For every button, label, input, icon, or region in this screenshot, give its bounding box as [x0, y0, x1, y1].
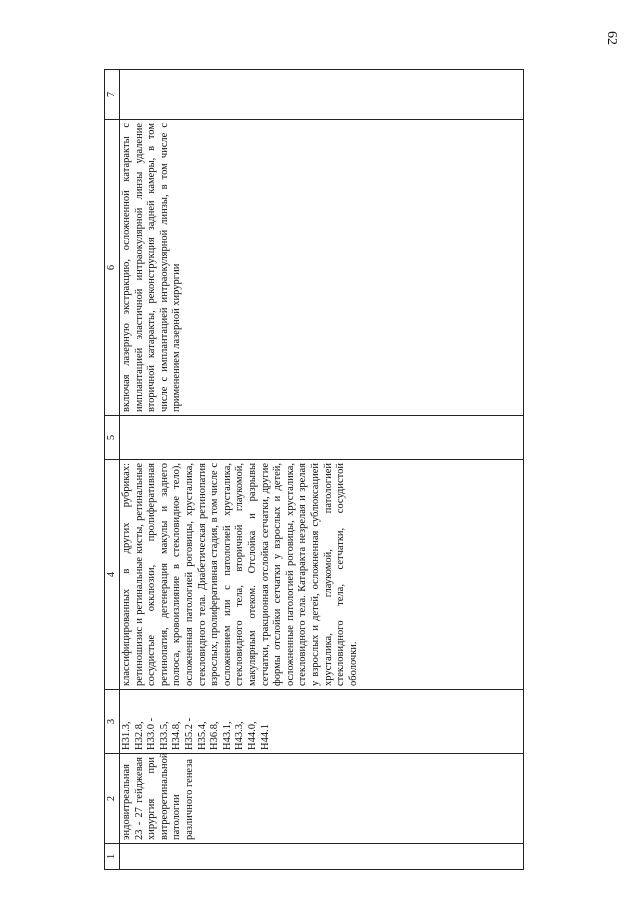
column-header: 4 [105, 460, 120, 690]
cell-cost [120, 70, 524, 120]
cell-method: включая лазерную экстракцию, осложненной катаракты с имплантацией эластичной интраокулярной линзы удаление вторичной катаракты, реконструкция задней камеры, в том числе с имплантацией интраокулярной линзы, в том числе с применением лазерной хирургии [120, 120, 524, 416]
column-header: 7 [105, 70, 120, 120]
column-header: 1 [105, 844, 120, 870]
cell-treatment-type [120, 416, 524, 460]
cell-diagnosis: классифицированных в других рубриках: ретиношизис и ретинальные кисты, ретинальные сосудистые окклюзии, пролиферативная ретинопатия, дегенерация макулы и заднего полюса, кровоизлияние в стекловидное тело), осложненная патологией роговицы, хрусталика, стекловидного тела. Диабетическая ретинопатия взрослых, пролиферативная стадия, в том числе с осложнением или с патологией хрусталика, стекловидного тела, вторичной глаукомой, макулярным отеком. Отслойка и разрывы сетчатки, тракционная отслойка сетчатки, другие формы отслойки сетчатки у взрослых и детей, осложненные патологией роговицы, хрусталика, стекловидного тела. Катаракта незрелая и зрелая у взрослых и детей, осложненная сублюксацией хрусталика, глаукомой, патологией стекловидного тела, сетчатки, сосудистой оболочки. [120, 460, 524, 690]
cell-icd-codes: H31.3, H32.8, H33.0 - H33.5, H34.8, H35.2 - H35.4, H36.8, H43.1, H43.3, H44.0, H44.1 [120, 690, 524, 754]
column-header: 5 [105, 416, 120, 460]
column-number-row [105, 70, 120, 870]
column-header: 3 [105, 690, 120, 754]
column-header: 6 [105, 120, 120, 416]
column-header: 2 [105, 754, 120, 844]
table-row [120, 70, 524, 870]
cell-number [120, 844, 524, 870]
rotated-table-wrapper [104, 70, 524, 870]
procedures-table [104, 69, 524, 870]
page-number: 62 [604, 31, 619, 45]
cell-procedure-group: эндовитреальная 23 - 27 гейджевая хирургия при витреоретинальной патологии различного генеза [120, 754, 524, 844]
